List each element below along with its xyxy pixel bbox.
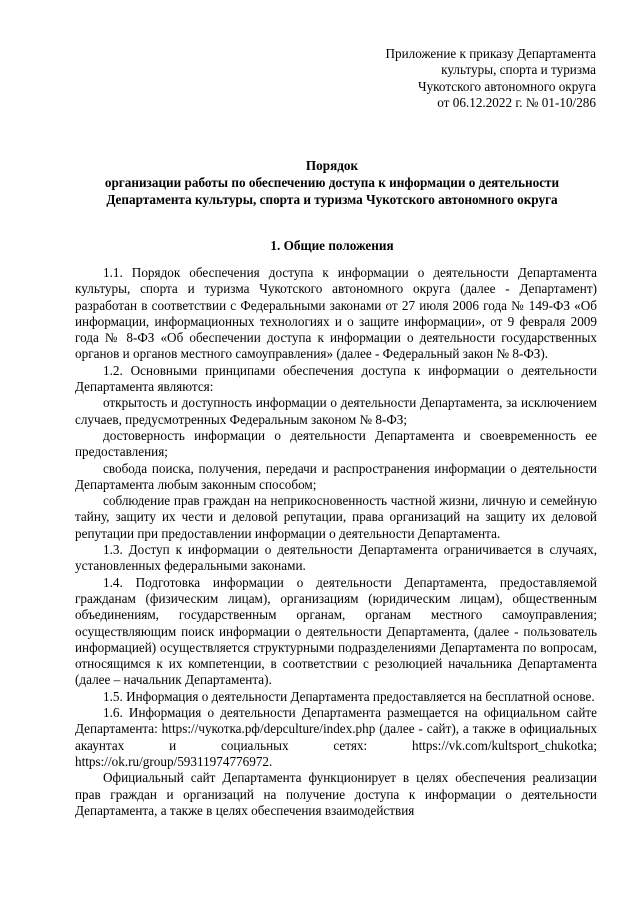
paragraph: Официальный сайт Департамента функционирует в целях обеспечения реализации прав граждан и организаций на получение доступа к информации о деятельности Департамента, а также в целях обеспечения взаимодействия bbox=[75, 770, 597, 818]
document-body bbox=[75, 265, 597, 819]
paragraph: достоверность информации о деятельности Департамента и своевременность ее предоставления; bbox=[75, 427, 597, 460]
appendix-note bbox=[336, 46, 596, 111]
title-line: Порядок bbox=[305, 158, 359, 173]
paragraph: 1.2. Основными принципами обеспечения доступа к информации о деятельности Департамента являются: bbox=[75, 362, 597, 395]
title-line: организации работы по обеспечению доступа к информации о деятельности bbox=[104, 175, 560, 190]
appendix-line: от 06.12.2022 г. № 01-10/286 bbox=[437, 94, 596, 110]
appendix-line: Чукотского автономного округа bbox=[418, 78, 596, 94]
paragraph: 1.5. Информация о деятельности Департамента предоставляется на бесплатной основе. bbox=[103, 688, 595, 704]
paragraph: 1.3. Доступ к информации о деятельности Департамента ограничивается в случаях, установленных федеральными законами. bbox=[75, 542, 597, 574]
paragraph: 1.4. Подготовка информации о деятельности Департамента, предоставляемой гражданам (физическим лицам), организациям (юридическим лицам), общественным объединениям, государственным органам, органам местного самоуправления; осуществляющим поиск информации о деятельности Департамента, (далее - пользователь информацией) осуществляется структурными подразделениями Департамента по вопросам, относящимся к их компетенции, в соответствии с резолюцией начальника Департамента (далее – начальник Департамента). bbox=[75, 574, 597, 688]
paragraph: 1.1. Порядок обеспечения доступа к информации о деятельности Департамента культуры, спорта и туризма Чукотского автономного округа (далее - Департамент) разработан в соответствии с Федеральными законами от 27 июля 2006 года № 149-ФЗ «Об информации, информационных технологиях и о защите информации», от 9 февраля 2009 года № 8-ФЗ «Об обеспечении доступа к информации о деятельности государственных органов и органов местного самоуправления» (далее - Федеральный закон № 8-ФЗ). bbox=[75, 265, 597, 362]
document-title bbox=[60, 157, 604, 208]
appendix-line: Приложение к приказу Департамента bbox=[385, 46, 596, 61]
paragraph: соблюдение прав граждан на неприкосновенность частной жизни, личную и семейную тайну, защиту их чести и деловой репутации, права организаций на защиту их деловой репутации при предоставлении информации о деятельности Департамента. bbox=[75, 493, 597, 541]
title-line: Департамента культуры, спорта и туризма Чукотского автономного округа bbox=[106, 192, 558, 207]
paragraph: свобода поиска, получения, передачи и распространения информации о деятельности Департамента любым законным способом; bbox=[75, 460, 597, 492]
appendix-line: культуры, спорта и туризма bbox=[441, 62, 596, 78]
paragraph: 1.6. Информация о деятельности Департамента размещается на официальном сайте Департамента: https://чукотка.рф/depculture/index.php (далее - сайт), а также в официальных акаунтах и социальных сетях: https://vk.com/kultsport_chukotka; https://ok.ru/group/59311974776972. bbox=[75, 705, 597, 769]
section-heading: 1. Общие положения bbox=[270, 238, 394, 253]
paragraph: открытость и доступность информации о деятельности Департамента, за исключением случаев, предусмотренных Федеральным законом № 8-ФЗ; bbox=[75, 395, 597, 427]
